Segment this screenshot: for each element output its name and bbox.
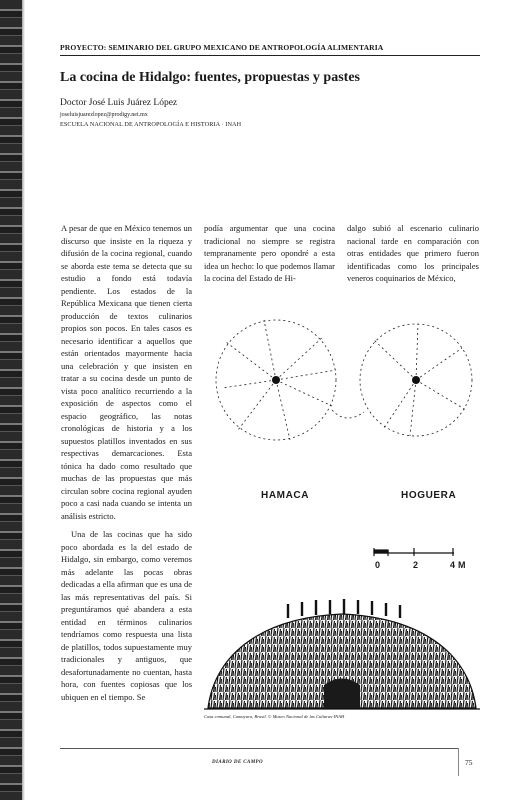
paragraph: A pesar de que en México tenemos un discurso que insiste en la riqueza y difusión de la cocina regional, cuando se aborda este tema se detecta que su estudio a fondo está todavía pendiente. Los estados de la República Mexicana que tienen cierta producción de textos culinarios propios son pocos. En tales casos es necesario identificar a aquellos que están orientados mayormente hacia una celebración y que insisten en tratar a su cocina desde un punto de vista poco analítico recurriendo a la exposición de aspectos como el espacio geográfico, las notas cronológicas de historia y a los supuestos platillos inventados en sus respectivas demarcaciones. Esta tónica ha dado como resultado que muchas de las propuestas que más circulan sobre cocina regional ayuden poco a casi nada cuando se intenta un análisis estricto. — [61, 223, 192, 521]
author-institution: ESCUELA NACIONAL DE ANTROPOLOGÍA E HISTORIA · INAH — [60, 121, 242, 128]
paragraph: dalgo subió al escenario culinario nacional tarde en comparación con otras entidades que primero fueron identificadas como los principales veneros coquinarios de México, — [347, 223, 479, 283]
scale-tick-2: 2 — [413, 560, 419, 570]
author-name: Doctor José Luis Juárez López — [60, 98, 178, 108]
header-rule — [60, 55, 480, 56]
page-number: 75 — [465, 758, 473, 767]
scale-unit: M — [458, 560, 466, 570]
project-line: PROYECTO: SEMINARIO DEL GRUPO MEXICANO DE ANTROPOLOGÍA ALIMENTARIA — [60, 43, 384, 52]
figure-drawing — [204, 300, 480, 720]
journal-name: DIARIO DE CAMPO — [212, 760, 264, 765]
thatched-house — [204, 599, 480, 709]
article-title: La cocina de Hidalgo: fuentes, propuestas y pastes — [60, 70, 360, 85]
scale-bar — [374, 548, 454, 556]
text-column-2 — [204, 222, 335, 285]
label-hoguera: HOGUERA — [401, 490, 457, 501]
figure-communal-house — [204, 300, 480, 720]
label-hamaca: HAMACA — [261, 490, 310, 501]
paragraph: Una de las cocinas que ha sido poco abordada es la del estado de Hidalgo, sin embargo, como veremos más adelante las pocas obras dedicadas a ella afirman que es una de las más representativas del país. Si preguntáramos qué abandera a esta entidad en términos culinarios tendríamos como respuesta una lista de platillos, todos supuestamente muy tradicionales y antiguos, que desafortunadamente no cuentan, hasta hora, con fuentes copiosas que los ubiquen en el tiempo. Se — [61, 529, 192, 702]
hammock-post-icon — [272, 376, 280, 384]
scale-tick-4: 4 — [450, 560, 456, 570]
floor-plan — [216, 320, 472, 440]
footer-rule — [60, 748, 458, 749]
scan-binding-edge — [0, 0, 22, 800]
fire-pit-icon — [412, 376, 420, 384]
text-column-3 — [347, 222, 479, 285]
page-number-separator — [458, 748, 459, 776]
figure-caption: Casa comunal, Camayura, Brasil. © Museo Nacional de las Culturas-INAH — [204, 714, 345, 719]
author-email: joseluisjuarezlopez@prodigy.net.mx — [60, 112, 148, 118]
text-column-1 — [61, 222, 192, 703]
scale-tick-0: 0 — [375, 560, 381, 570]
paragraph: podía argumentar que una cocina tradicional no siempre se registra tempranamente pero opondré a esta idea un hecho: lo que podemos llamar la cocina del Estado de Hi- — [204, 223, 335, 283]
